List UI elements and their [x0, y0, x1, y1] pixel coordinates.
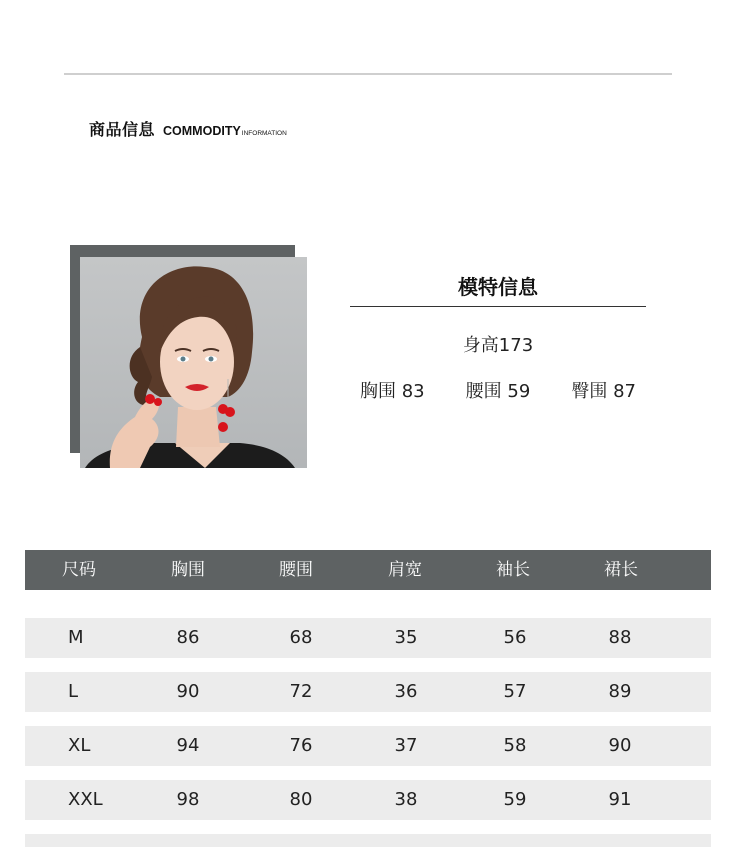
size-cell: M: [68, 627, 84, 648]
table-row: [25, 672, 711, 712]
section-title-cn: 商品信息: [89, 120, 156, 139]
size-cell: XL: [68, 735, 91, 756]
top-divider: [64, 73, 672, 75]
model-waist: 腰围 59: [465, 381, 531, 402]
size-cell: XXL: [68, 789, 103, 810]
table-cell: 89: [608, 681, 632, 702]
table-cell: 90: [608, 735, 632, 756]
table-cell: 37: [394, 735, 418, 756]
table-cell: 68: [289, 627, 313, 648]
table-cell: 57: [503, 681, 527, 702]
table-cell: 58: [503, 735, 527, 756]
table-row: [25, 780, 711, 820]
model-info-divider: [350, 306, 646, 307]
header-cell: 裙长: [604, 560, 638, 580]
model-height: 身高173: [462, 335, 534, 356]
table-cell: 98: [176, 789, 200, 810]
size-table: [25, 550, 711, 847]
section-title-en-small: INFORMATION: [241, 130, 287, 137]
header-cell: 胸围: [171, 560, 205, 580]
header-cell: 肩宽: [388, 560, 422, 580]
model-measurements: [350, 377, 646, 403]
section-title-en: COMMODITY: [163, 124, 241, 138]
table-row: [25, 726, 711, 766]
table-cell: 94: [176, 735, 200, 756]
table-cell: 88: [608, 627, 632, 648]
model-info-title: 模特信息: [458, 275, 538, 299]
header-cell: 尺码: [62, 560, 96, 580]
size-cell: L: [68, 681, 79, 702]
section-heading: [89, 117, 287, 140]
table-cell: 91: [608, 789, 632, 810]
size-table-header: [25, 550, 711, 590]
table-row-empty: [25, 834, 711, 847]
header-cell: 袖长: [496, 560, 530, 580]
table-cell: 72: [289, 681, 313, 702]
table-cell: 35: [394, 627, 418, 648]
table-cell: 38: [394, 789, 418, 810]
model-photo: [80, 257, 307, 468]
model-bust: 胸围 83: [360, 381, 425, 402]
table-cell: 36: [394, 681, 418, 702]
table-cell: 80: [289, 789, 313, 810]
table-cell: 86: [176, 627, 200, 648]
model-hip: 臀围 87: [571, 381, 636, 402]
table-row: [25, 618, 711, 658]
table-cell: 56: [503, 627, 527, 648]
table-cell: 59: [503, 789, 527, 810]
table-cell: 90: [176, 681, 200, 702]
table-cell: 76: [289, 735, 313, 756]
header-cell: 腰围: [279, 560, 313, 580]
